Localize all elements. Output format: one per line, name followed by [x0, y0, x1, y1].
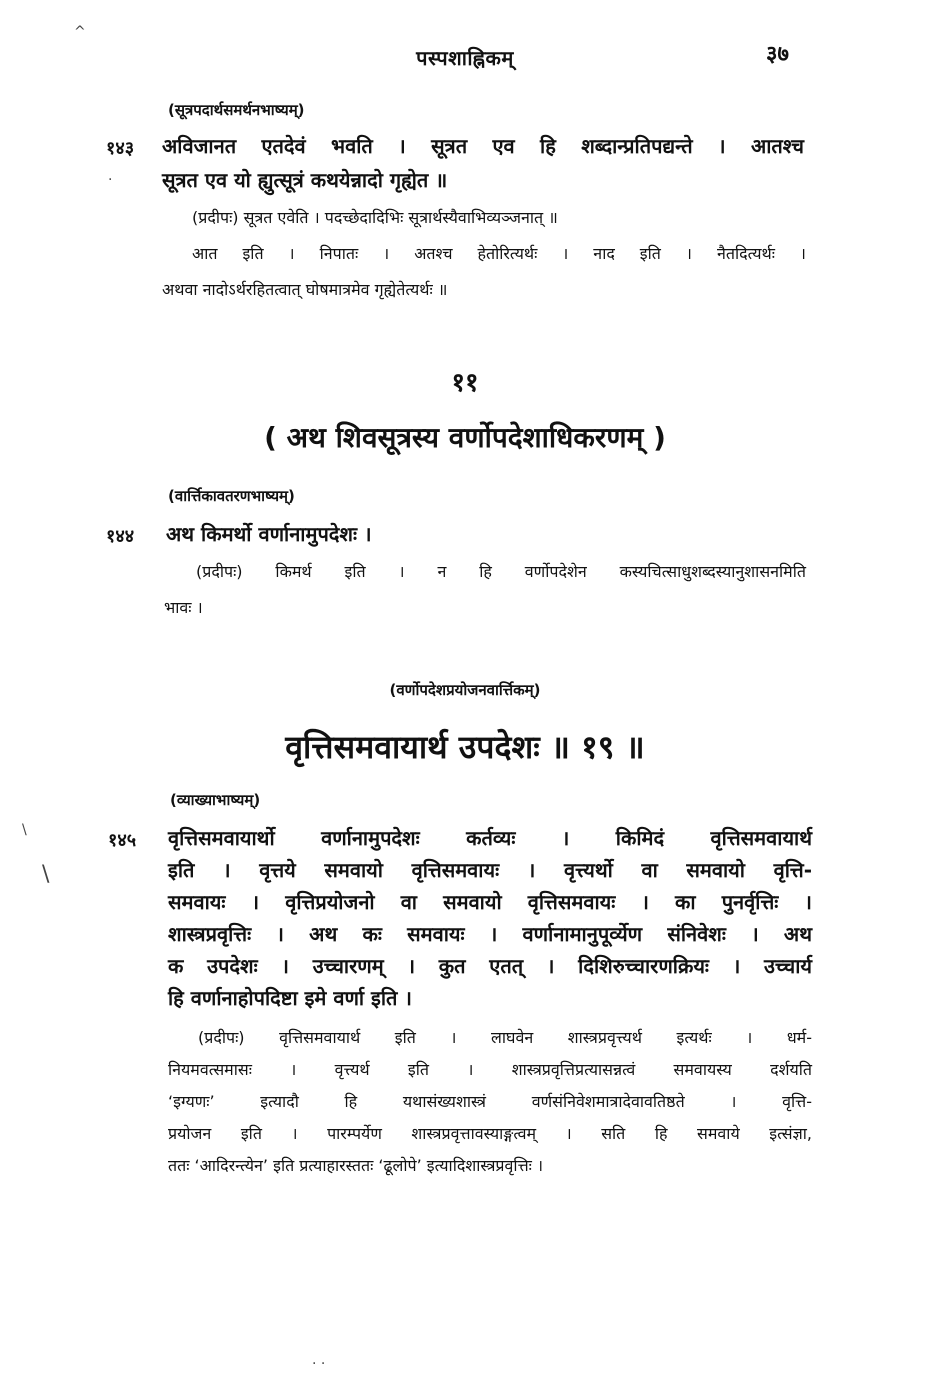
block1-pradipa-line-1: (प्रदीपः) सूत्रत एवेति । पदच्छेदादिभिः सूत्रार्थस्यैवाभिव्यञ्जनात् ॥ — [192, 208, 558, 227]
block2-line-1: अथ किमर्थो वर्णानामुपदेशः । — [166, 522, 372, 546]
block3-line-4: शास्त्रप्रवृत्तिः । अथ कः समवायः । वर्णानामानुपूर्व्येण संनिवेशः । अथ — [168, 922, 812, 946]
block3-line-5: क उपदेशः । उच्चारणम् । कुत एतत् । दिशिरुच्चारणक्रियः । उच्चार्य — [168, 954, 812, 978]
running-header-title: पस्पशाह्निकम् — [416, 46, 514, 70]
block1-para-number: १४३ — [106, 138, 135, 159]
block3-para-number: १४५ — [108, 830, 137, 851]
block3-pradipa-line-4: प्रयोजन इति । पारम्पर्येण शास्त्रप्रवृत्तावस्याङ्गत्वम् । सति हि समवाये इत्संज्ञा, — [168, 1124, 812, 1143]
bottom-dots: · · — [312, 1356, 326, 1372]
vartika-sutra: वृत्तिसमवायार्थ उपदेशः ॥ १९ ॥ — [285, 728, 645, 766]
vartika-label: (वर्णोपदेशप्रयोजनवार्त्तिकम्) — [389, 681, 541, 699]
block1-line-1: अविजानत एतदेवं भवति । सूत्रत एव हि शब्दान्प्रतिपद्यन्ते । आतश्च — [162, 134, 804, 158]
block1-label: (सूत्रपदार्थसमर्थनभाष्यम्) — [168, 101, 305, 119]
margin-slash-1: \ — [22, 822, 27, 838]
block3-label: (व्याख्याभाष्यम्) — [170, 791, 261, 809]
block2-para-number: १४४ — [106, 526, 135, 547]
page-number: ३७ — [766, 42, 789, 67]
block2-pradipa-line-2: भावः । — [164, 598, 203, 617]
block2-label: (वार्त्तिकावतरणभाष्यम्) — [168, 487, 295, 505]
margin-slash-2: \ — [42, 862, 50, 887]
block3-pradipa-line-3: ‘इग्यणः’ इत्यादौ हि यथासंख्यशास्त्रं वर्णसंनिवेशमात्रादेवावतिष्ठते । वृत्ति- — [168, 1092, 812, 1111]
block1-pradipa-line-2: आत इति । निपातः । अतश्च हेतोरित्यर्थः । नाद इति । नैतदित्यर्थः । — [192, 244, 806, 263]
block3-line-2: इति । वृत्तये समवायो वृत्तिसमवायः । वृत्त्यर्थो वा समवायो वृत्ति- — [168, 858, 812, 882]
corner-mark: ^ — [74, 24, 86, 40]
section-number: ११ — [451, 368, 479, 398]
block3-line-3: समवायः । वृत्तिप्रयोजनो वा समवायो वृत्तिसमवायः । का पुनर्वृत्तिः । — [168, 890, 812, 914]
block1-pradipa-line-3: अथवा नादोऽर्थरहितत्वात् घोषमात्रमेव गृह्येतेत्यर्थः ॥ — [162, 280, 448, 299]
block2-pradipa-line-1: (प्रदीपः) किमर्थ इति । न हि वर्णोपदेशेन कस्यचित्साधुशब्दस्यानुशासनमिति — [196, 562, 806, 581]
margin-dot: · — [108, 172, 113, 188]
block3-line-6: हि वर्णानाहोपदिष्टा इमे वर्णा इति । — [168, 986, 412, 1010]
block1-line-2: सूत्रत एव यो ह्युत्सूत्रं कथयेन्नादो गृह्येत ॥ — [162, 168, 448, 192]
section-title: ( अथ शिवसूत्रस्य वर्णोपदेशाधिकरणम् ) — [264, 421, 666, 454]
block3-pradipa-line-1: (प्रदीपः) वृत्तिसमवायार्थ इति । लाघवेन शास्त्रप्रवृत्त्यर्थ इत्यर्थः । धर्म- — [198, 1028, 812, 1047]
block3-pradipa-line-5: ततः ‘आदिरन्त्येन’ इति प्रत्याहारस्ततः ‘ढूलोपे’ इत्यादिशास्त्रप्रवृत्तिः । — [168, 1156, 544, 1175]
block3-pradipa-line-2: नियमवत्समासः । वृत्त्यर्थ इति । शास्त्रप्रवृत्तिप्रत्यासन्नत्वं समवायस्य दर्शयति — [168, 1060, 812, 1079]
block3-line-1: वृत्तिसमवायार्थो वर्णानामुपदेशः कर्तव्यः । किमिदं वृत्तिसमवायार्थ — [168, 826, 812, 850]
